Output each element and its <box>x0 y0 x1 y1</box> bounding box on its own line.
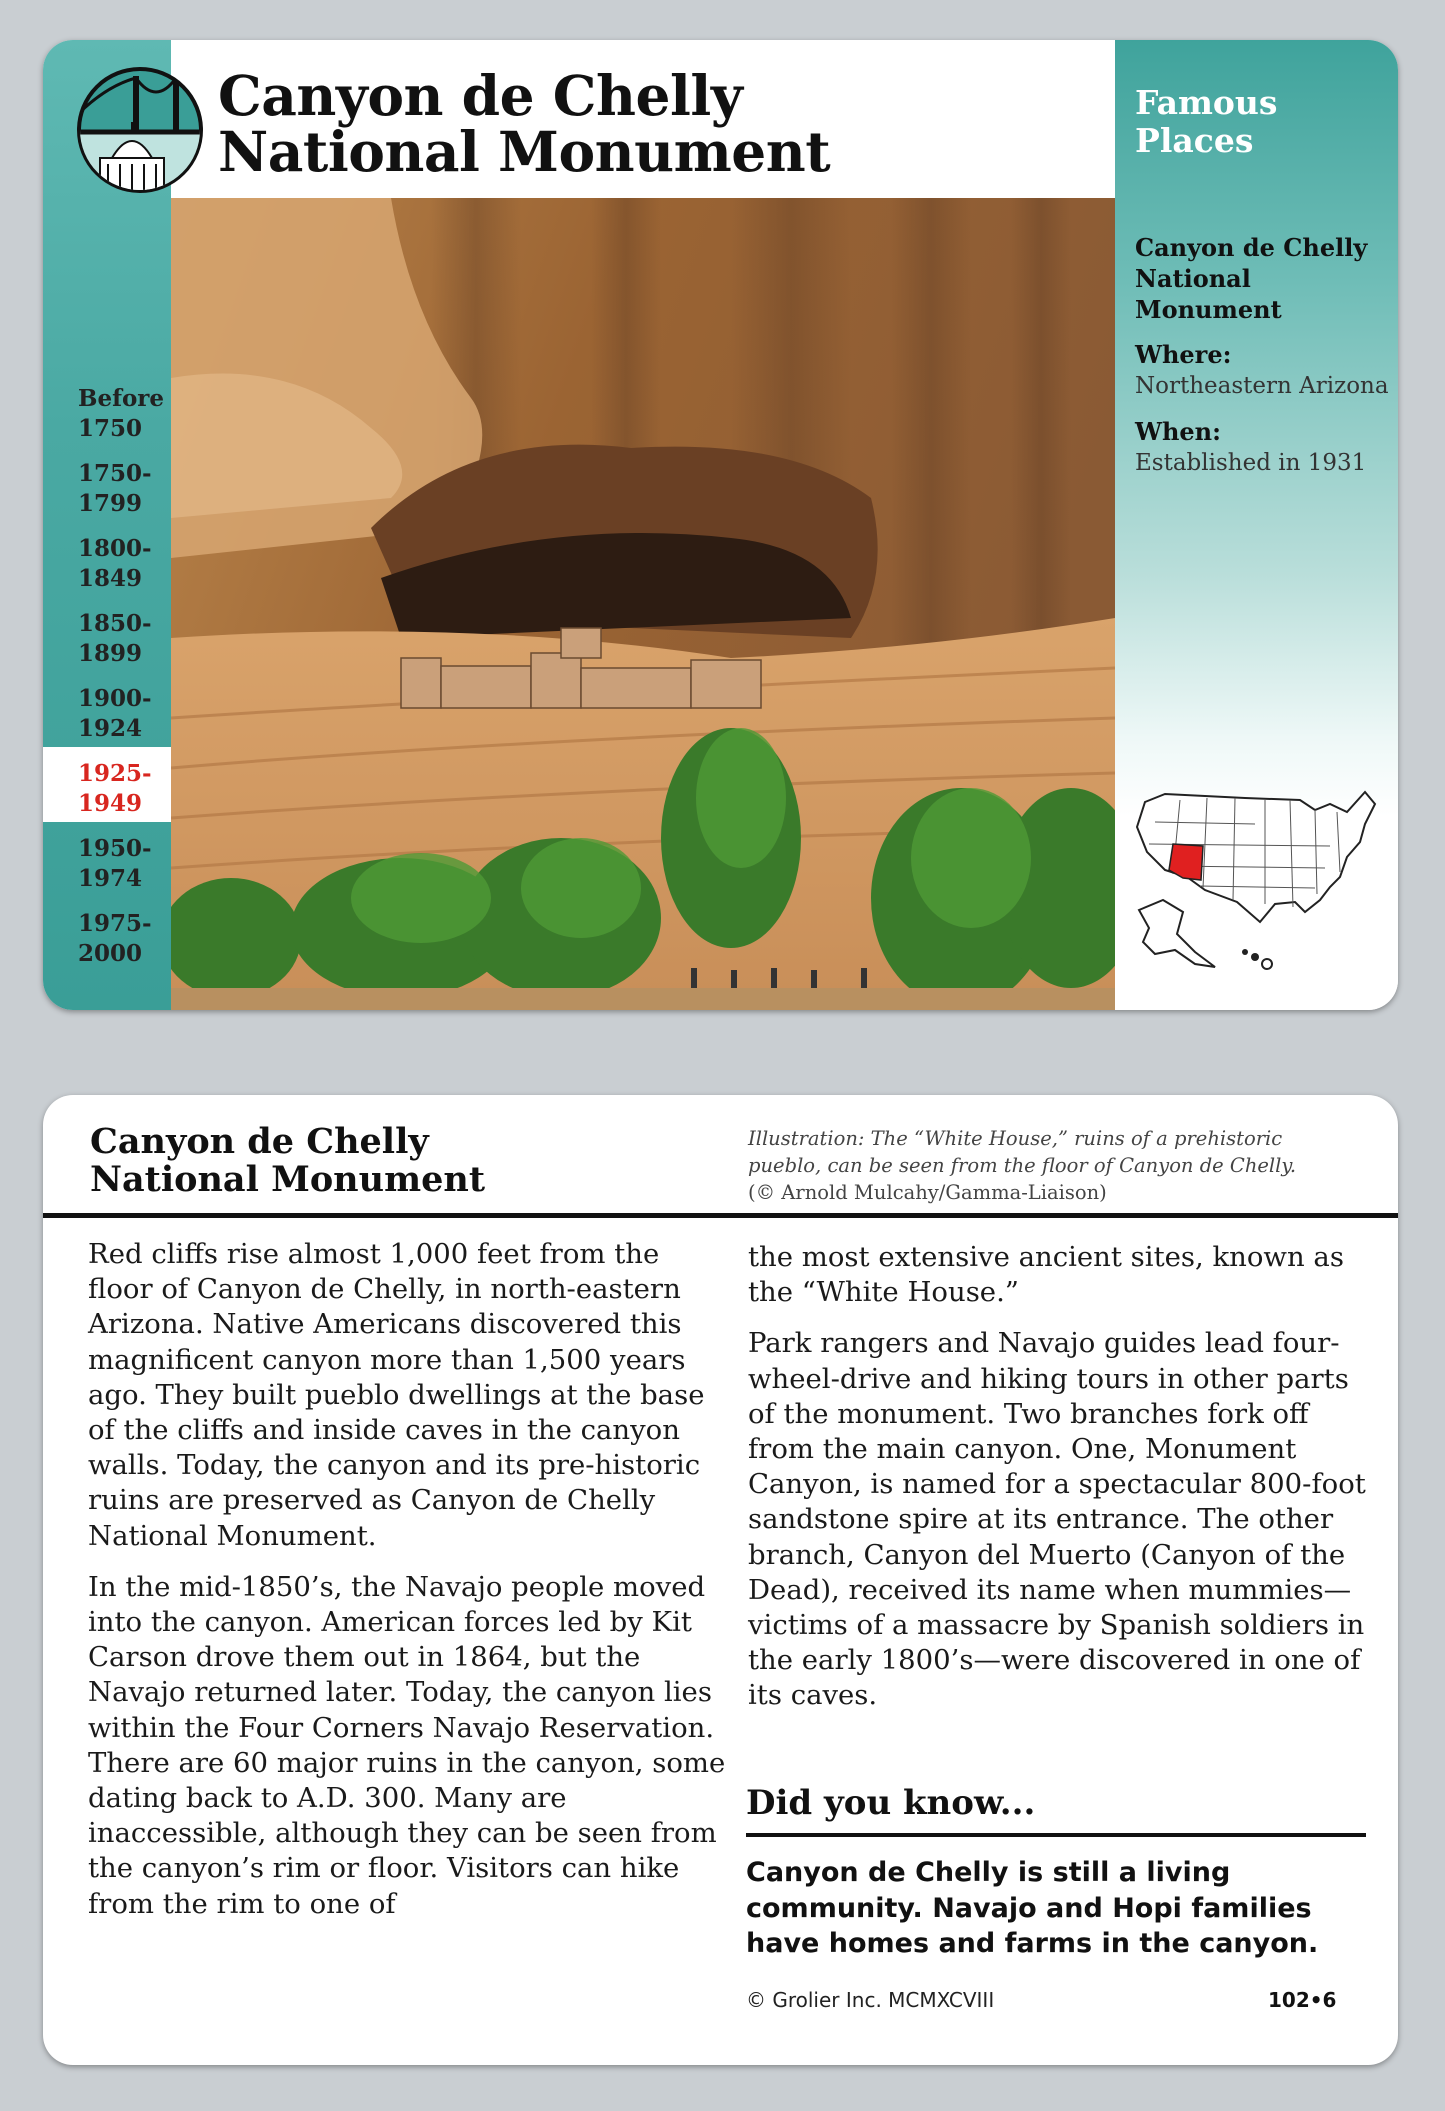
title-line2: National Monument <box>218 119 831 184</box>
back-title-line2: National Monument <box>90 1159 485 1200</box>
era-item: 1850- 1899 <box>78 610 152 667</box>
card-number: 102•6 <box>1268 1988 1337 2012</box>
era-item-active: 1925- 1949 <box>43 747 171 822</box>
category-sidebar <box>1115 40 1398 1010</box>
back-title <box>90 1123 485 1199</box>
where-value: Northeastern Arizona <box>1135 373 1389 399</box>
sidebar-place-name: Canyon de Chelly National Monument <box>1135 233 1368 324</box>
era-item: 1900- 1924 <box>78 685 152 742</box>
bridge-and-capitol-logo-icon <box>76 66 204 194</box>
paragraph: the most extensive ancient sites, known as the “White House.” <box>748 1241 1344 1309</box>
when-label: When: <box>1135 417 1221 446</box>
era-item: 1800- 1849 <box>78 535 152 592</box>
era-item: Before 1750 <box>78 385 165 442</box>
category-line1: Famous <box>1135 83 1278 122</box>
did-you-know-divider <box>746 1833 1366 1837</box>
era-item: 1950- 1974 <box>78 835 152 892</box>
caption-line1: Illustration: The “White House,” ruins of a prehistoric <box>748 1127 1283 1150</box>
caption-line2: pueblo, can be seen from the floor of Canyon de Chelly. <box>748 1154 1297 1177</box>
where-label: Where: <box>1135 340 1232 369</box>
canyon-photo <box>171 198 1115 1010</box>
text-column-right <box>748 1240 1368 1730</box>
photo-caption <box>748 1125 1348 1206</box>
era-item: 1975- 2000 <box>78 910 152 967</box>
copyright: © Grolier Inc. MCMXCVIII <box>746 1988 995 2012</box>
paragraph: Park rangers and Navajo guides lead four-wheel-drive and hiking tours in other parts of the monument. Two branches fork off from the main canyon. One, Monument Canyon, is named for a spectacular 800-foot sandstone spire at its entrance. The other branch, Canyon del Muerto (Canyon of the Dead), received its name when mummies—victims of a massacre by Spanish soldiers in the early 1800’s—were discovered in one of its caves. <box>748 1327 1366 1712</box>
when-value: Established in 1931 <box>1135 450 1367 476</box>
paragraph: In the mid-1850’s, the Navajo people moved into the canyon. American forces led by Kit Carson drove them out in 1864, but the Navajo returned later. Today, the canyon lies within the Four Corners Navajo Reservation. There are 60 major ruins in the canyon, some dating back to A.D. 300. Many are inaccessible, although they can be seen from the canyon’s rim or floor. Visitors can hike from the rim to one of <box>88 1570 726 1920</box>
era-timeline <box>43 372 171 972</box>
caption-credit: (© Arnold Mulcahy/Gamma-Liaison) <box>748 1181 1107 1204</box>
front-card <box>43 40 1398 1010</box>
did-you-know-text: Canyon de Chelly is still a living community. Navajo and Hopi families have homes and farms in the canyon. <box>746 1857 1319 1959</box>
us-map-arizona-highlight-icon <box>1125 782 1390 980</box>
paragraph: Red cliffs rise almost 1,000 feet from the floor of Canyon de Chelly, in north-eastern Arizona. Native Americans discovered this magnificent canyon more than 1,500 years ago. They built pueblo dwellings at the base of the cliffs and inside caves in the canyon walls. Today, the canyon and its pre-historic ruins are preserved as Canyon de Chelly National Monument. <box>88 1238 705 1552</box>
title-line1: Canyon de Chelly <box>218 63 743 128</box>
did-you-know-heading: Did you know... <box>746 1783 1036 1823</box>
era-item: 1750- 1799 <box>78 460 152 517</box>
category-title <box>1135 84 1278 160</box>
card-title <box>218 63 831 184</box>
category-line2: Places <box>1135 121 1254 160</box>
back-card <box>43 1095 1398 2065</box>
text-column-left <box>88 1237 728 1938</box>
back-title-line1: Canyon de Chelly <box>90 1121 429 1162</box>
header-divider <box>43 1213 1398 1218</box>
